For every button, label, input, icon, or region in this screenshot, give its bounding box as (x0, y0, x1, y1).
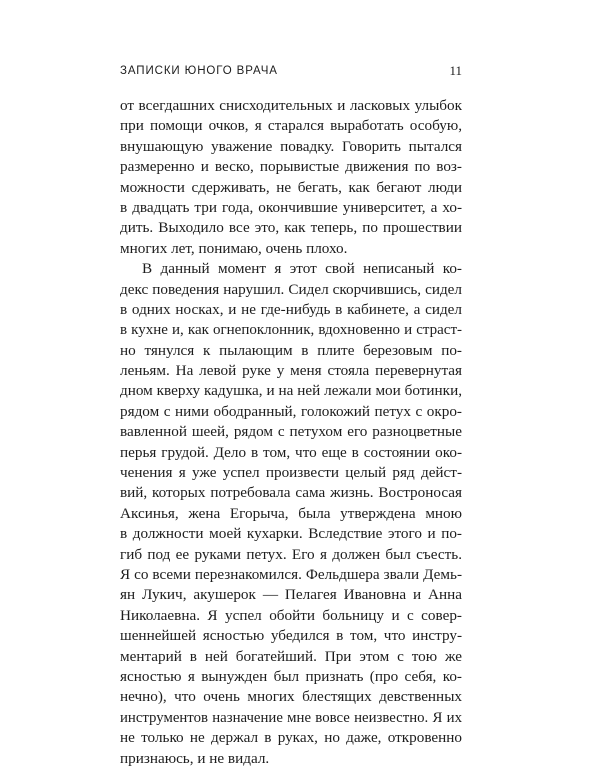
text-line: нечно), что очень многих блестящих девственных (120, 688, 462, 706)
text-line: в должности моей кухарки. Вследствие этого и по- (120, 525, 462, 543)
text-line: не только не держал в руках, но даже, откровенно (120, 729, 462, 747)
text-line: при помощи очков, я старался выработать особую, (120, 117, 462, 135)
text-line: но тянулся к пылающим в плите березовым по- (120, 341, 462, 359)
text-line: дном кверху кадушка, и на ней лежали мои ботинки, (120, 382, 462, 400)
text-line: многих лет, понимаю, очень плохо. (120, 239, 348, 257)
text-line: декс поведения нарушил. Сидел скорчившись, сидел (120, 280, 462, 298)
text-line: от всегдашних снисходительных и ласковых улыбок (120, 97, 462, 114)
running-head (120, 62, 462, 80)
page-number: 11 (449, 63, 462, 78)
running-head-title: ЗАПИСКИ ЮНОГО ВРАЧА (120, 65, 278, 77)
text-line: ясностью я вынужден был признать (про себя, ко- (120, 667, 462, 685)
text-line: можности сдерживать, не бегать, как бегают люди (120, 178, 462, 196)
text-line: инструментов назначение мне вовсе неизвестно. Я их (120, 709, 462, 726)
body-text (120, 96, 462, 769)
text-line: вий, которых потребовала сама жизнь. Востроносая (120, 484, 462, 502)
text-line: в одних носках, и не где-нибудь в кабинете, а сидел (120, 300, 462, 318)
text-line: ченения я уже успел произвести целый ряд дейст- (120, 464, 462, 482)
text-line: шеннейшей ясностью убедился в том, что инстру- (120, 627, 462, 645)
text-line: внушающую уважение повадку. Говорить пытался (120, 137, 462, 155)
text-line: в двадцать три года, окончившие университет, а хо- (120, 198, 462, 216)
text-line: Я со всеми перезнакомился. Фельдшера звали Демь- (120, 565, 462, 583)
text-line: вавленной шеей, рядом с петухом его разноцветные (120, 423, 462, 441)
text-line: Аксинья, жена Егорыча, была утверждена мною (120, 504, 462, 522)
text-line: гиб под ее руками петух. Его я должен был съесть. (120, 545, 462, 563)
text-line: В данный момент я этот свой неписаный ко- (142, 260, 462, 278)
text-line: дить. Выходило все это, как теперь, по прошествии (120, 219, 462, 237)
text-line: Николаевна. Я успел обойти больницу и с совер- (120, 606, 462, 624)
text-line: размеренно и веско, порывистые движения по воз- (120, 158, 462, 176)
text-line: рядом с ними ободранный, голокожий петух с окро- (120, 402, 462, 420)
text-line: ян Лукич, акушерок — Пелагея Ивановна и Анна (120, 586, 462, 604)
text-line: признаюсь, и не видал. (120, 749, 270, 767)
text-line: ментарий в ней богатейший. При этом с тою же (120, 647, 462, 665)
text-line: леньям. На левой руке у меня стояла перевернутая (120, 362, 462, 380)
text-line: в кухне и, как огнепоклонник, вдохновенно и страст- (120, 322, 462, 339)
text-line: перья грудой. Дело в том, что еще в состоянии око- (120, 443, 462, 461)
